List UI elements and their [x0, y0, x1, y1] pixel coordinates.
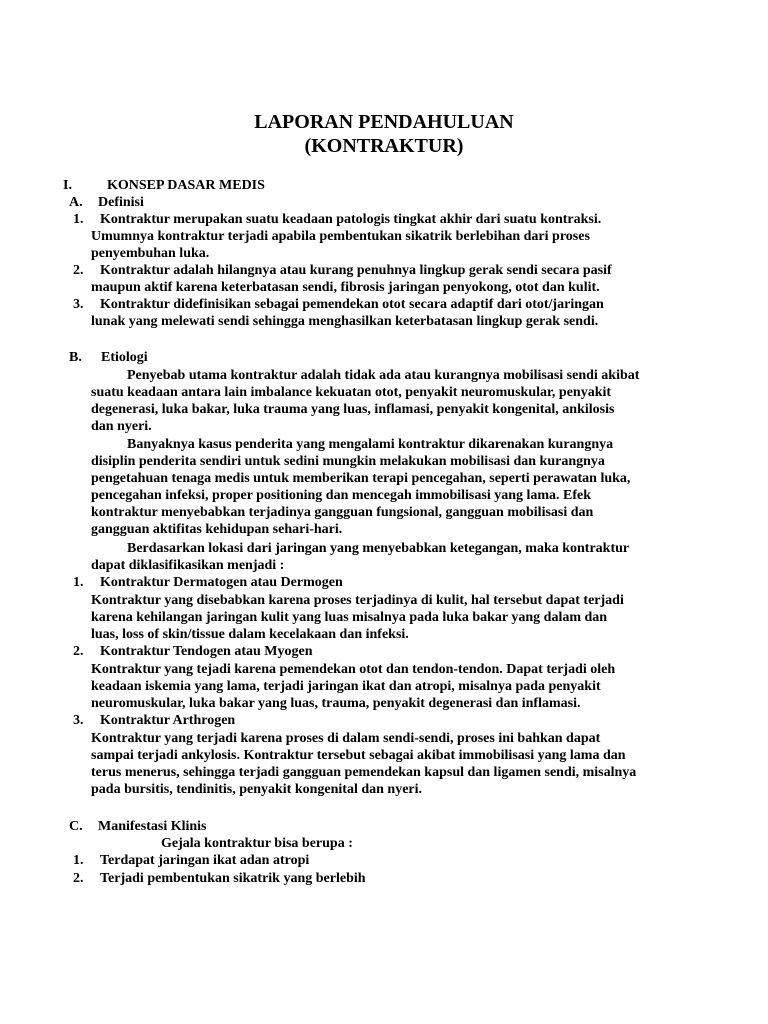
etiologi-paragraph-1-line: dan nyeri. — [91, 419, 152, 434]
etiologi-paragraph-1-line: Penyebab utama kontraktur adalah tidak ada atau kurangnya mobilisasi sendi akibat — [127, 368, 640, 383]
etiologi-item-2-heading: Kontraktur Tendogen atau Myogen — [100, 644, 313, 659]
definisi-item-1-line: Kontraktur merupakan suatu keadaan patologis tingkat akhir dari suatu kontraksi. — [100, 212, 602, 227]
document-subtitle: (KONTRAKTUR) — [304, 135, 464, 157]
manifestasi-item-1-text: Terdapat jaringan ikat adan atropi — [100, 853, 310, 868]
definisi-item-1-line: penyembuhan luka. — [91, 246, 210, 261]
section-b-letter: B. — [69, 350, 82, 365]
section-i-heading: KONSEP DASAR MEDIS — [107, 178, 265, 193]
etiologi-paragraph-3-line: dapat diklasifikasikan menjadi : — [91, 558, 285, 573]
etiologi-item-3-line: pada bursitis, tendinitis, penyakit kongenital dan nyeri. — [91, 782, 423, 797]
etiologi-item-2-line: neuromuskular, luka bakar yang luas, trauma, penyakit degenerasi dan inflamasi. — [91, 696, 581, 711]
etiologi-item-1-line: karena kehilangan jaringan kulit yang luas misalnya pada luka bakar yang dalam dan — [91, 610, 608, 625]
definisi-item-3-number: 3. — [73, 297, 84, 312]
etiologi-item-1-line: luas, loss of skin/tissue dalam kecelakaan dan infeksi. — [91, 627, 409, 642]
definisi-item-2-line: Kontraktur adalah hilangnya atau kurang penuhnya lingkup gerak sendi secara pasif — [100, 263, 612, 278]
manifestasi-item-2-text: Terjadi pembentukan sikatrik yang berlebih — [100, 871, 366, 886]
etiologi-item-1-heading: Kontraktur Dermatogen atau Dermogen — [100, 575, 343, 590]
etiologi-item-3-number: 3. — [73, 713, 84, 728]
definisi-item-1-number: 1. — [73, 212, 84, 227]
section-i-number: I. — [63, 178, 72, 193]
etiologi-paragraph-2-line: pengetahuan tenaga medis untuk memberikan terapi pencegahan, seperti perawatan luka, — [91, 471, 631, 486]
etiologi-item-2-line: Kontraktur yang tejadi karena pemendekan otot dan tendon-tendon. Dapat terjadi oleh — [91, 662, 616, 677]
definisi-item-3-line: Kontraktur didefinisikan sebagai pemendekan otot secara adaptif dari otot/jaringan — [100, 297, 604, 312]
etiologi-paragraph-1-line: suatu keadaan antara lain imbalance kekuatan otot, penyakit neuromuskular, penyakit — [91, 385, 612, 400]
section-c-letter: C. — [69, 819, 83, 834]
section-a-heading: Definisi — [98, 195, 144, 210]
etiologi-item-1-number: 1. — [73, 575, 84, 590]
etiologi-paragraph-2-line: gangguan aktifitas kehidupan sehari-hari. — [91, 522, 343, 537]
section-c-heading: Manifestasi Klinis — [98, 819, 207, 834]
etiologi-paragraph-2-line: disiplin penderita sendiri untuk sedini mungkin melakukan mobilisasi dan kurangnya — [91, 454, 605, 469]
etiologi-item-3-heading: Kontraktur Arthrogen — [100, 713, 236, 728]
etiologi-paragraph-2-line: pencegahan infeksi, proper positioning dan mencegah immobilisasi yang lama. Efek — [91, 488, 592, 503]
section-b-heading: Etiologi — [101, 350, 148, 365]
etiologi-item-3-line: terus menerus, sehingga terjadi gangguan pemendekan kapsul dan ligamen sendi, misalnya — [91, 765, 637, 780]
definisi-item-1-line: Umumnya kontraktur terjadi apabila pembentukan sikatrik berlebihan dari proses — [91, 229, 590, 244]
definisi-item-3-line: lunak yang melewati sendi sehingga menghasilkan keterbatasan lingkup gerak sendi. — [91, 314, 599, 329]
etiologi-item-2-number: 2. — [73, 644, 84, 659]
definisi-item-2-number: 2. — [73, 263, 84, 278]
etiologi-paragraph-3-line: Berdasarkan lokasi dari jaringan yang menyebabkan ketegangan, maka kontraktur — [127, 541, 630, 556]
etiologi-paragraph-2-line: Banyaknya kasus penderita yang mengalami kontraktur dikarenakan kurangnya — [127, 437, 614, 452]
definisi-item-2-line: maupun aktif karena keterbatasan sendi, fibrosis jaringan penyokong, otot dan kulit. — [91, 280, 600, 295]
manifestasi-item-1-number: 1. — [73, 853, 84, 868]
section-a-letter: A. — [69, 195, 83, 210]
etiologi-item-2-line: keadaan iskemia yang lama, terjadi jaringan ikat dan atropi, misalnya pada penyakit — [91, 679, 601, 694]
etiologi-item-1-line: Kontraktur yang disebabkan karena proses terjadinya di kulit, hal tersebut dapat terjadi — [91, 593, 624, 608]
etiologi-item-3-line: sampai terjadi ankylosis. Kontraktur tersebut sebagai akibat immobilisasi yang lama dan — [91, 748, 626, 763]
etiologi-paragraph-2-line: kontraktur menyebabkan terjadinya gangguan fungsional, gangguan mobilisasi dan — [91, 505, 594, 520]
document-title: LAPORAN PENDAHULUAN — [254, 111, 514, 133]
etiologi-paragraph-1-line: degenerasi, luka bakar, luka trauma yang luas, inflamasi, penyakit kongenital, ankilosis — [91, 402, 615, 417]
manifestasi-item-2-number: 2. — [73, 871, 84, 886]
manifestasi-intro: Gejala kontraktur bisa berupa : — [161, 836, 353, 851]
etiologi-item-3-line: Kontraktur yang terjadi karena proses di dalam sendi-sendi, proses ini bahkan dapat — [91, 731, 601, 746]
